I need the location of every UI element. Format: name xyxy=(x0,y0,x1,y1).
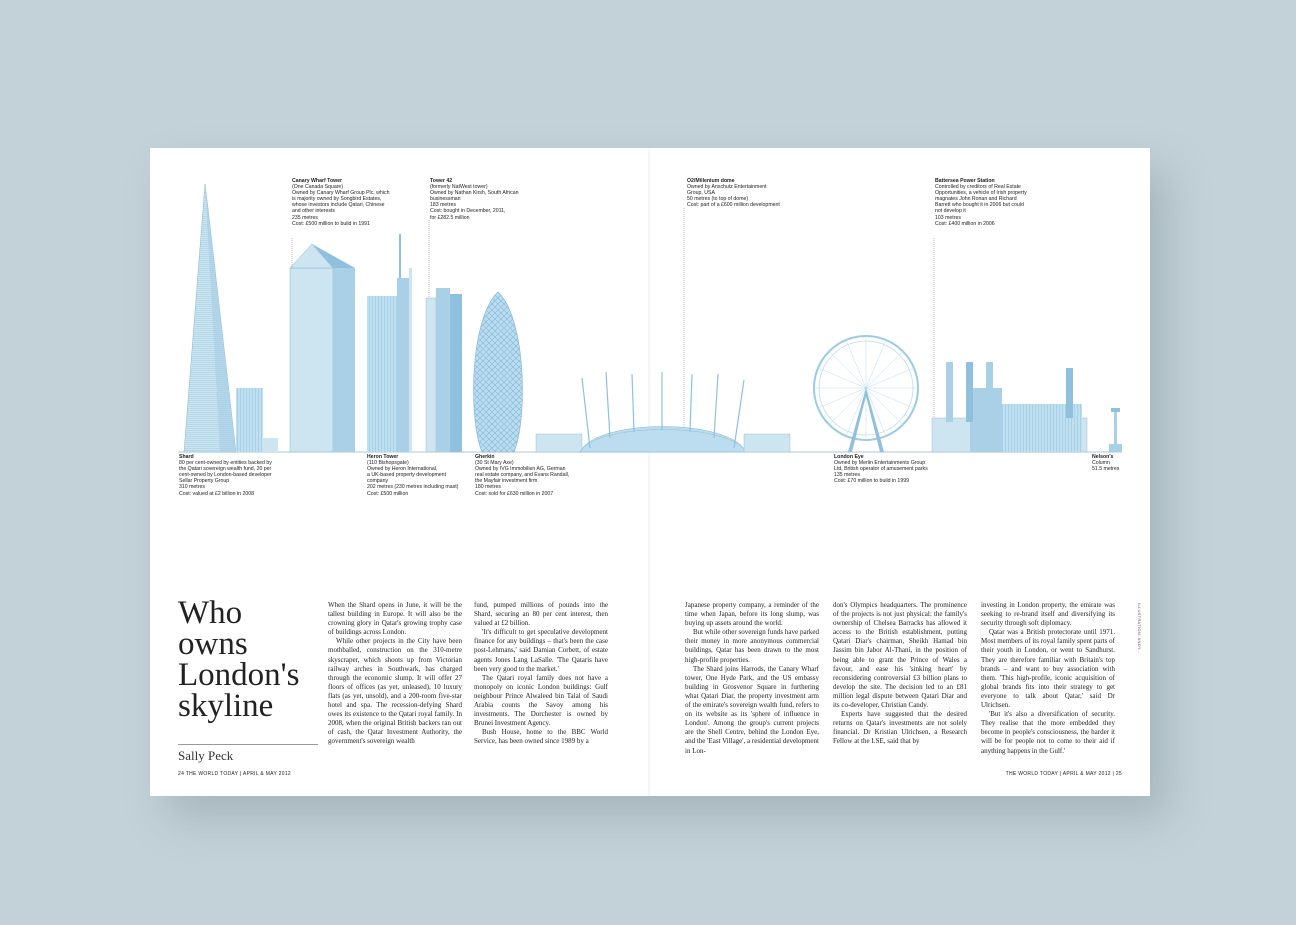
label-london-eye xyxy=(834,454,928,484)
label-line: Controlled by creditors of Real Estate xyxy=(935,184,1021,191)
label-shard xyxy=(179,454,272,497)
shard-building xyxy=(184,184,278,452)
label-canary-wharf xyxy=(292,178,389,227)
label-tower-42 xyxy=(430,178,519,221)
label-line: Owned by Canary Wharf Group Plc, which xyxy=(292,190,390,197)
label-line: 51.5 metres xyxy=(1092,466,1120,473)
article-column-5 xyxy=(981,601,1115,756)
label-title: O2/Millenium dome xyxy=(687,178,735,184)
label-line: Cost: £70 million to build in 1999 xyxy=(834,478,909,485)
label-line: Owned by Merlin Entertainments Group xyxy=(834,460,926,467)
heron-tower-building xyxy=(367,234,412,452)
article-title: Who owns London's skyline xyxy=(178,595,300,724)
paragraph: investing in London property, the emirate was seeking to re-brand itself and diversifying its security through soft diplomacy. xyxy=(981,601,1115,628)
gherkin-building xyxy=(474,292,523,452)
paragraph: don's Olympics headquarters. The prominence of the projects is not just physical: the family's ownership of Chelsea Barracks has allowed it access to the British establishment, putting Qatari Diar's chairman, Sheikh Hamad bin Jassim bin Jabor Al-Thani, in the position of being able to grant the Prince of Wales a favour, and ease his 'sinking heart' by reconsidering controversial £3 billion plans to develop the site. The decision led to an £81 million legal dispute between Qatari Diar and its co-developer, Christian Candy. xyxy=(833,601,967,710)
tower-42-building xyxy=(426,288,462,452)
article-column-3 xyxy=(685,601,819,756)
paragraph: The Qatari royal family does not have a monopoly on iconic London buildings: Gulf neighbour Prince Alwaleed bin Talal of Saudi Arabia counts the Savoy among his investments. The Dorchester is owned by Brunei Investment Agency. xyxy=(474,673,608,728)
label-line: 50 metres (to top of dome) xyxy=(687,196,749,203)
label-title: Nelson's xyxy=(1092,454,1114,460)
label-title: Shard xyxy=(179,454,194,460)
label-battersea xyxy=(935,178,1027,227)
label-line: the Mayfair investment firm xyxy=(475,478,538,485)
label-title: Heron Tower xyxy=(367,454,399,460)
label-line: Ltd, British operator of amusement parks xyxy=(834,466,928,473)
battersea-power-station-building xyxy=(932,362,1087,452)
label-title: Canary Wharf Tower xyxy=(292,178,343,184)
label-line: Opportunities, a vehicle of Irish property xyxy=(935,190,1027,197)
label-line: a UK-based property development xyxy=(367,472,447,479)
label-title: Battersea Power Station xyxy=(935,178,995,184)
label-line: (30 St Mary Axe) xyxy=(475,460,514,467)
nelsons-column-building xyxy=(1109,408,1122,452)
paragraph: Experts have suggested that the desired returns on Qatar's investments are not solely financial. Dr Kristian Ulrichsen, a Research Fellow at the LSE, said that by xyxy=(833,710,967,746)
folio-left: 24 THE WORLD TODAY | APRIL & MAY 2012 xyxy=(178,771,291,777)
label-line: 202 metres (230 metres including mast) xyxy=(367,484,459,491)
illustration-credit: ILLUSTRATION: ANDY... xyxy=(1137,603,1142,654)
article-column-1 xyxy=(328,601,462,747)
magazine-spread xyxy=(150,148,1150,796)
title-rule xyxy=(178,744,318,745)
label-line: 103 metres xyxy=(935,214,961,221)
paragraph: Bush House, home to the BBC World Service, has been owned since 1989 by a xyxy=(474,728,608,746)
label-line: real estate company, and Evans Randall, xyxy=(475,472,570,479)
label-line: is majority owned by Songbird Estates, xyxy=(292,196,382,203)
label-line: Column xyxy=(1092,460,1110,467)
label-line: Cost: bought in December, 2011, xyxy=(430,208,506,215)
label-line: 180 metres xyxy=(475,484,501,491)
label-line: and other interests xyxy=(292,208,335,215)
label-gherkin xyxy=(475,454,569,497)
label-line: Barrett who bought it in 2006 but could xyxy=(935,202,1024,209)
label-title: London Eye xyxy=(834,454,864,460)
label-line: Sellar Property Group xyxy=(179,478,230,485)
label-heron-tower xyxy=(367,454,458,497)
paragraph: The Shard joins Harrods, the Canary Wharf tower, One Hyde Park, and the US embassy building in Grosvenor Square in furthering what Qatari Diar, the property investment arm of the emirate's sovereign wealth fund, refers to on its website as its 'sphere of influence in London'. Among the group's current projects are the Shell Centre, behind the London Eye, and the 'East Village', a residential development in Lon- xyxy=(685,664,819,755)
paragraph: fund, pumped millions of pounds into the Shard, securing an 80 per cent interest, then valued at £2 billion. xyxy=(474,601,608,628)
label-line: Cost: sold for £630 million in 2007 xyxy=(475,490,554,497)
label-line: 235 metres xyxy=(292,214,318,221)
label-line: (110 Bishopsgate) xyxy=(367,460,409,467)
label-line: Cost: £400 million in 2006 xyxy=(935,220,995,227)
canary-wharf-building xyxy=(290,244,355,452)
article-author: Sally Peck xyxy=(178,748,234,763)
label-line: the Qatari sovereign wealth fund, 20 per xyxy=(179,466,272,473)
label-line: Owned by Nathan Kirsh, South African xyxy=(430,190,519,197)
label-line: Cost: £500 million xyxy=(367,490,409,497)
label-line: Owned by Heron International, xyxy=(367,466,438,473)
label-line: (formerly NatWest tower) xyxy=(430,184,488,191)
o2-dome-building xyxy=(536,372,790,452)
london-eye-building xyxy=(814,336,918,452)
label-line: 183 metres xyxy=(430,202,456,209)
label-line: Owned by IVG Immobilien AG, German xyxy=(475,466,566,473)
label-line: cent-owned by London-based developer xyxy=(179,472,272,479)
paragraph: 'But it's also a diversification of security. They realise that the more embedded they become in people's consciousness, the harder it will be for people not to come to their aid if anything happens in the Gulf.' xyxy=(981,710,1115,755)
paragraph: But while other sovereign funds have parked their money in more anonymous commercial buildings, Qatar has been drawn to the most high-profile properties. xyxy=(685,628,819,664)
label-line: 135 metres xyxy=(834,472,860,479)
label-title: Tower 42 xyxy=(430,178,453,184)
paragraph: Qatar was a British protectorate until 1971. Most members of its royal family spent parts of their youth in London, or went to Sandhurst. They are therefore familiar with Britain's top brands – and want to buy association with them. 'This high-profile, iconic acquisition of global brands fits into their strategy to get everyone to talk about Qatar,' said Dr Ulrichsen. xyxy=(981,628,1115,710)
paragraph: 'It's difficult to get speculative development finance for any buildings – that's been the case post-Lehmans,' said Damian Corbett, of estate agents Jones Lang LaSalle. 'The Qataris have been very good to the market.' xyxy=(474,628,608,673)
label-line: Group, USA xyxy=(687,190,715,197)
label-line: for £282.5 million xyxy=(430,214,470,221)
label-nelsons-column xyxy=(1092,454,1119,472)
paragraph: Japanese property company, a reminder of the time when Japan, before its long slump, was buying up assets around the world. xyxy=(685,601,819,628)
label-line: company xyxy=(367,478,389,485)
paragraph: When the Shard opens in June, it will be the tallest building in Europe. It will also be the crowning glory in Qatar's growing trophy case of buildings across London. xyxy=(328,601,462,637)
label-line: (One Canada Square) xyxy=(292,184,344,191)
label-line: businessman xyxy=(430,196,461,203)
label-line: magnates John Ronan and Richard xyxy=(935,196,1017,203)
label-line: Cost: £500 million to build in 1991 xyxy=(292,220,370,227)
label-line: not develop it xyxy=(935,208,966,215)
label-line: Owned by Anschutz Entertainment xyxy=(687,184,767,191)
label-title: Gherkin xyxy=(475,454,495,460)
label-o2-dome xyxy=(687,178,780,208)
label-line: 310 metres xyxy=(179,484,205,491)
label-line: 80 per cent-owned by entities backed by xyxy=(179,460,272,467)
article-column-4 xyxy=(833,601,967,747)
label-line: whose investors include Qatari, Chinese xyxy=(292,202,385,209)
label-line: Cost: part of a £600 million development xyxy=(687,202,780,209)
paragraph: While other projects in the City have been mothballed, construction on the 310-metre skyscraper, which shoots up from Victorian railway arches in Southwark, has charged through the economic slump. It will offer 27 floors of offices (as yet, unleased), 10 luxury flats (as yet, unsold), and a 200-room five-star hotel and spa. The recession-defying Shard owes its existence to the Qatari royal family. In 2008, when the original British backers ran out of cash, the Qatar Investment Authority, the government's sovereign wealth xyxy=(328,637,462,746)
article-column-2 xyxy=(474,601,608,747)
label-line: Cost: valued at £2 billion in 2008 xyxy=(179,490,254,497)
folio-right: THE WORLD TODAY | APRIL & MAY 2012 | 25 xyxy=(1005,771,1122,777)
